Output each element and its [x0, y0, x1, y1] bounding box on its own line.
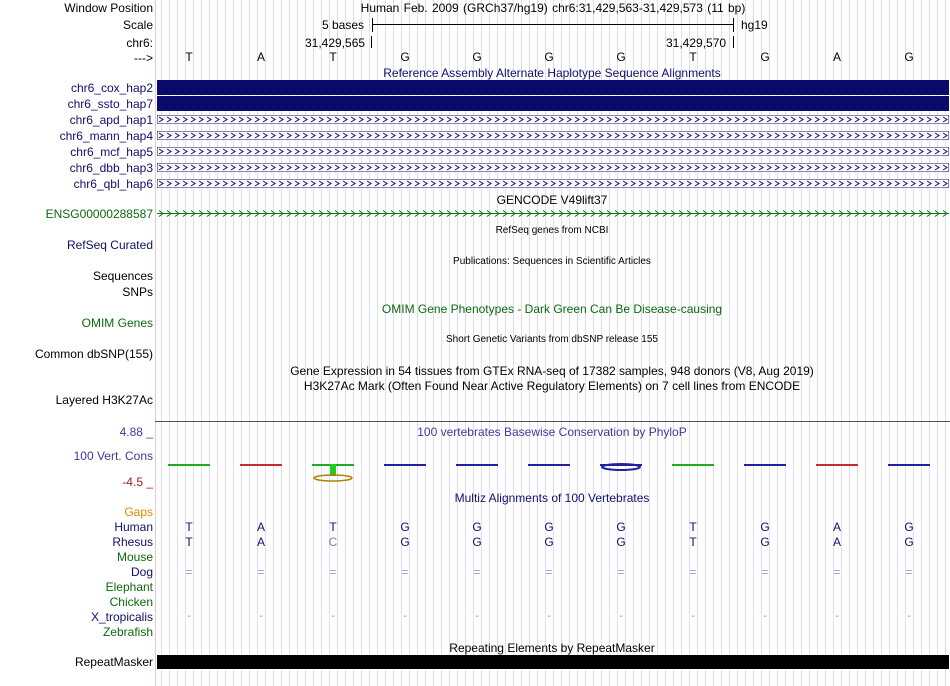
hap-arrow-bar[interactable]	[157, 115, 949, 124]
repeatmasker-bar[interactable]	[157, 655, 949, 669]
scale-label: Scale	[122, 18, 153, 32]
phylop-mark[interactable]	[240, 464, 282, 466]
phylop-mark[interactable]	[888, 464, 930, 466]
dbsnp-track-title[interactable]: Short Genetic Variants from dbSNP release 155	[446, 334, 658, 345]
hap-arrow-bar[interactable]	[157, 147, 949, 156]
multiz-base[interactable]: -	[691, 611, 695, 622]
multiz-gaps-label[interactable]: Gaps	[124, 505, 153, 519]
phylop-max-label: 4.88 _	[119, 425, 153, 439]
multiz-base[interactable]: -	[619, 611, 623, 622]
position-text[interactable]: Human Feb. 2009 (GRCh37/hg19) chr6:31,429,563-31,429,573 (11 bp)	[360, 1, 746, 15]
phylop-mark[interactable]	[672, 464, 714, 466]
multiz-base[interactable]: T	[185, 520, 193, 534]
coord-left: 31,429,565	[305, 36, 366, 50]
multiz-base[interactable]: -	[547, 611, 551, 622]
multiz-base[interactable]: =	[257, 565, 265, 579]
hap-arrow-bar[interactable]	[157, 179, 949, 188]
multiz-base[interactable]: -	[475, 611, 479, 622]
multiz-base[interactable]: G	[760, 535, 770, 549]
ruler-base: G	[616, 50, 626, 64]
strand-label: --->	[134, 51, 153, 65]
gencode-track-title[interactable]: GENCODE V49lift37	[496, 193, 608, 207]
multiz-base[interactable]: A	[832, 520, 842, 534]
multiz-base[interactable]: A	[832, 535, 842, 549]
multiz-base[interactable]: G	[472, 520, 482, 534]
omim-track-title[interactable]: OMIM Gene Phenotypes - Dark Green Can Be Disease-causing	[381, 302, 723, 316]
gencode-gene-arrows[interactable]	[157, 209, 949, 218]
multiz-base[interactable]: A	[256, 520, 266, 534]
phylop-mark[interactable]	[600, 464, 642, 470]
ruler-base: G	[904, 50, 914, 64]
multiz-base[interactable]: =	[329, 565, 337, 579]
hap-label[interactable]: chr6_qbl_hap6	[73, 177, 153, 191]
repeatmasker-label[interactable]: RepeatMasker	[74, 655, 153, 669]
ruler-base: G	[472, 50, 482, 64]
phylop-track-title[interactable]: 100 vertebrates Basewise Conservation by PhyloP	[417, 425, 687, 439]
phylop-mark[interactable]	[384, 464, 426, 466]
phylop-graph[interactable]	[157, 455, 949, 485]
snps-label[interactable]: SNPs	[122, 285, 153, 299]
multiz-species-label[interactable]: X_tropicalis	[90, 610, 153, 624]
phylop-label[interactable]: 100 Vert. Cons	[73, 449, 153, 463]
assembly-label: hg19	[741, 18, 768, 32]
multiz-base[interactable]: A	[256, 535, 266, 549]
multiz-species-label[interactable]: Mouse	[116, 550, 153, 564]
phylop-mark[interactable]	[528, 464, 570, 466]
hap-label-cox[interactable]: chr6_cox_hap2	[70, 81, 153, 95]
multiz-species-label[interactable]: Elephant	[105, 580, 153, 594]
ruler-base: T	[185, 50, 193, 64]
hap-arrow-bar[interactable]	[157, 131, 949, 140]
multiz-base[interactable]: =	[905, 565, 913, 579]
ruler-base: G	[400, 50, 410, 64]
refseq-label[interactable]: RefSeq Curated	[66, 238, 153, 252]
phylop-mark[interactable]	[744, 464, 786, 466]
multiz-base[interactable]: -	[835, 611, 839, 622]
multiz-base[interactable]: -	[763, 611, 767, 622]
ruler-base: G	[544, 50, 554, 64]
multiz-species-label[interactable]: Human	[114, 520, 153, 534]
publications-track-title[interactable]: Publications: Sequences in Scientific Articles	[453, 256, 651, 267]
coord-right-tick	[733, 36, 734, 48]
window-position-label: Window Position	[64, 1, 153, 15]
phylop-mark[interactable]	[456, 464, 498, 466]
multiz-base[interactable]: G	[400, 520, 410, 534]
multiz-base[interactable]: G	[904, 535, 914, 549]
multiz-species-label[interactable]: Dog	[130, 565, 153, 579]
multiz-base[interactable]: G	[544, 520, 554, 534]
multiz-track-title[interactable]: Multiz Alignments of 100 Vertebrates	[454, 491, 650, 505]
multiz-base[interactable]: =	[689, 565, 697, 579]
scale-text: 5 bases	[322, 18, 365, 32]
hap-label[interactable]: chr6_mann_hap4	[59, 129, 153, 143]
omim-label[interactable]: OMIM Genes	[81, 316, 153, 330]
ruler-base: A	[256, 50, 266, 64]
scale-bar-left-tick	[372, 18, 373, 32]
repeatmasker-track-title[interactable]: Repeating Elements by RepeatMasker	[449, 641, 655, 655]
multiz-base[interactable]: -	[907, 611, 911, 622]
h3k27-baseline	[155, 421, 950, 422]
dbsnp-label[interactable]: Common dbSNP(155)	[34, 347, 153, 361]
scale-bar-right-tick	[733, 18, 734, 32]
multiz-base[interactable]: =	[401, 565, 409, 579]
multiz-base[interactable]: T	[329, 520, 337, 534]
ruler-base: T	[689, 50, 697, 64]
multiz-base[interactable]: -	[259, 611, 263, 622]
hap-label[interactable]: chr6_apd_hap1	[69, 113, 153, 127]
hap-bar-cox[interactable]	[157, 80, 949, 95]
multiz-species-label[interactable]: Rhesus	[112, 535, 153, 549]
multiz-base[interactable]: =	[617, 565, 625, 579]
hap-label-ssto[interactable]: chr6_ssto_hap7	[67, 97, 153, 111]
multiz-base[interactable]: T	[689, 520, 697, 534]
multiz-base[interactable]: =	[545, 565, 553, 579]
multiz-base[interactable]: C	[328, 535, 338, 549]
multiz-base[interactable]: T	[689, 535, 697, 549]
coord-left-tick	[371, 36, 372, 48]
phylop-mark[interactable]	[312, 464, 354, 481]
ruler-base: A	[832, 50, 842, 64]
multiz-species-label[interactable]: Zebrafish	[102, 625, 153, 639]
multiz-base[interactable]: T	[185, 535, 193, 549]
label-divider	[155, 0, 156, 686]
ruler-base: G	[760, 50, 770, 64]
gencode-gene-label[interactable]: ENSG00000288587	[45, 207, 153, 221]
hap-arrow-bar[interactable]	[157, 163, 949, 172]
phylop-mark[interactable]	[816, 464, 858, 466]
hap-label[interactable]: chr6_dbb_hap3	[69, 161, 153, 175]
phylop-min-label: -4.5 _	[122, 475, 153, 489]
multiz-base[interactable]: -	[331, 611, 335, 622]
h3k27-label[interactable]: Layered H3K27Ac	[55, 393, 153, 407]
publications-label[interactable]: Sequences	[92, 269, 153, 283]
multiz-base[interactable]: G	[616, 520, 626, 534]
scale-bar	[372, 24, 733, 25]
ruler-base: T	[329, 50, 337, 64]
refseq-track-title[interactable]: RefSeq genes from NCBI	[495, 225, 609, 236]
multiz-base[interactable]: =	[185, 565, 193, 579]
multiz-base[interactable]: -	[403, 611, 407, 622]
multiz-base[interactable]: G	[760, 520, 770, 534]
multiz-base[interactable]: G	[472, 535, 482, 549]
hap-label[interactable]: chr6_mcf_hap5	[70, 145, 153, 159]
multiz-base[interactable]: G	[400, 535, 410, 549]
multiz-species-label[interactable]: Chicken	[109, 595, 153, 609]
phylop-mark[interactable]	[168, 464, 210, 466]
multiz-base[interactable]: =	[833, 565, 841, 579]
multiz-base[interactable]: G	[616, 535, 626, 549]
multiz-base[interactable]: G	[904, 520, 914, 534]
gtex-track-title[interactable]: Gene Expression in 54 tissues from GTEx RNA-seq of 17382 samples, 948 donors (V8, Aug 2019)	[290, 364, 814, 378]
multiz-base[interactable]: =	[761, 565, 769, 579]
haplotype-track-title[interactable]: Reference Assembly Alternate Haplotype Sequence Alignments	[383, 66, 721, 80]
hap-bar-ssto[interactable]	[157, 96, 949, 111]
coord-right: 31,429,570	[666, 36, 727, 50]
h3k27-track-title[interactable]: H3K27Ac Mark (Often Found Near Active Regulatory Elements) on 7 cell lines from ENCODE	[303, 379, 801, 393]
chrom-label: chr6:	[126, 36, 153, 50]
multiz-base[interactable]: -	[187, 611, 191, 622]
multiz-base[interactable]: G	[544, 535, 554, 549]
multiz-base[interactable]: =	[473, 565, 481, 579]
